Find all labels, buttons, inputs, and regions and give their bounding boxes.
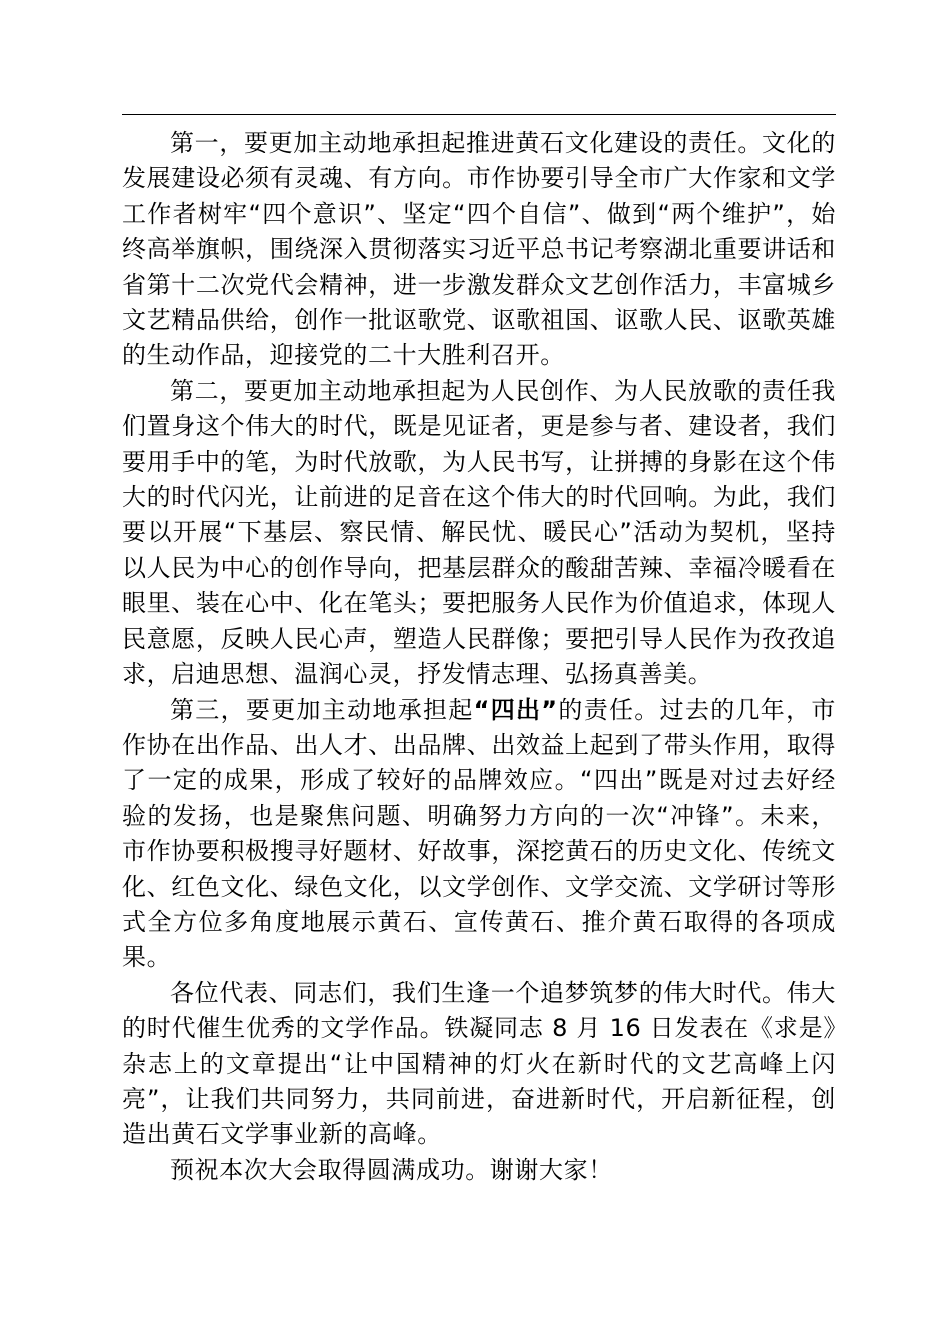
- paragraph-first-responsibility: 第一，要更加主动地承担起推进黄石文化建设的责任。文化的发展建设必须有灵魂、有方向。市作协要引导全市广大作家和文学工作者树牢“四个意识”、坚定“四个自信”、做到“两个维护”，始终高举旗帜，围绕深入贯彻落实习近平总书记考察湖北重要讲话和省第十二次党代会精神，进一步激发群众文艺创作活力，丰富城乡文艺精品供给，创作一批讴歌党、讴歌祖国、讴歌人民、讴歌英雄的生动作品，迎接党的二十大胜利召开。: [122, 129, 836, 370]
- paragraph-closing-remarks: 各位代表、同志们，我们生逢一个追梦筑梦的伟大时代。伟大的时代催生优秀的文学作品。铁凝同志 8 月 16 日发表在《求是》杂志上的文章提出“让中国精神的灯火在新时代的文艺高峰上闪亮”，让我们共同努力，共同前进，奋进新时代，开启新征程，创造出黄石文学事业新的高峰。: [122, 978, 836, 1149]
- document-body: [122, 126, 836, 1188]
- paragraph-third-rest: 的责任。过去的几年，市作协在出作品、出人才、出品牌、出效益上起到了带头作用，取得了一定的成果，形成了较好的品牌效应。“四出”既是对过去好经验的发扬，也是聚焦问题、明确努力方向的一次“冲锋”。未来，市作协要积极搜寻好题材、好故事，深挖黄石的历史文化、传统文化、红色文化、绿色文化，以文学创作、文学交流、文学研讨等形式全方位多角度地展示黄石、宣传黄石、推介黄石取得的各项成果。: [122, 695, 837, 972]
- paragraph-third-lead: 第三，要更加主动地承担起: [170, 695, 474, 724]
- paragraph-third-bold-term: “四出”: [473, 695, 558, 724]
- paragraph-second-responsibility: 第二，要更加主动地承担起为人民创作、为人民放歌的责任我们置身这个伟大的时代，既是见证者，更是参与者、建设者，我们要用手中的笔，为时代放歌，为人民书写，让拼搏的身影在这个伟大的时代闪光，让前进的足音在这个伟大的时代回响。为此，我们要以开展“下基层、察民情、解民忧、暖民心”活动为契机，坚持以人民为中心的创作导向，把基层群众的酸甜苦辣、幸福冷暖看在眼里、装在心中、化在笔头；要把服务人民作为价值追求，体现人民意愿，反映人民心声，塑造人民群像；要把引导人民作为孜孜追求，启迪思想、温润心灵，抒发情志理、弘扬真善美。: [122, 376, 836, 689]
- paragraph-wishes: 预祝本次大会取得圆满成功。谢谢大家！: [170, 1155, 613, 1184]
- paragraph-third-responsibility: [122, 693, 836, 976]
- header-rule: [122, 114, 836, 115]
